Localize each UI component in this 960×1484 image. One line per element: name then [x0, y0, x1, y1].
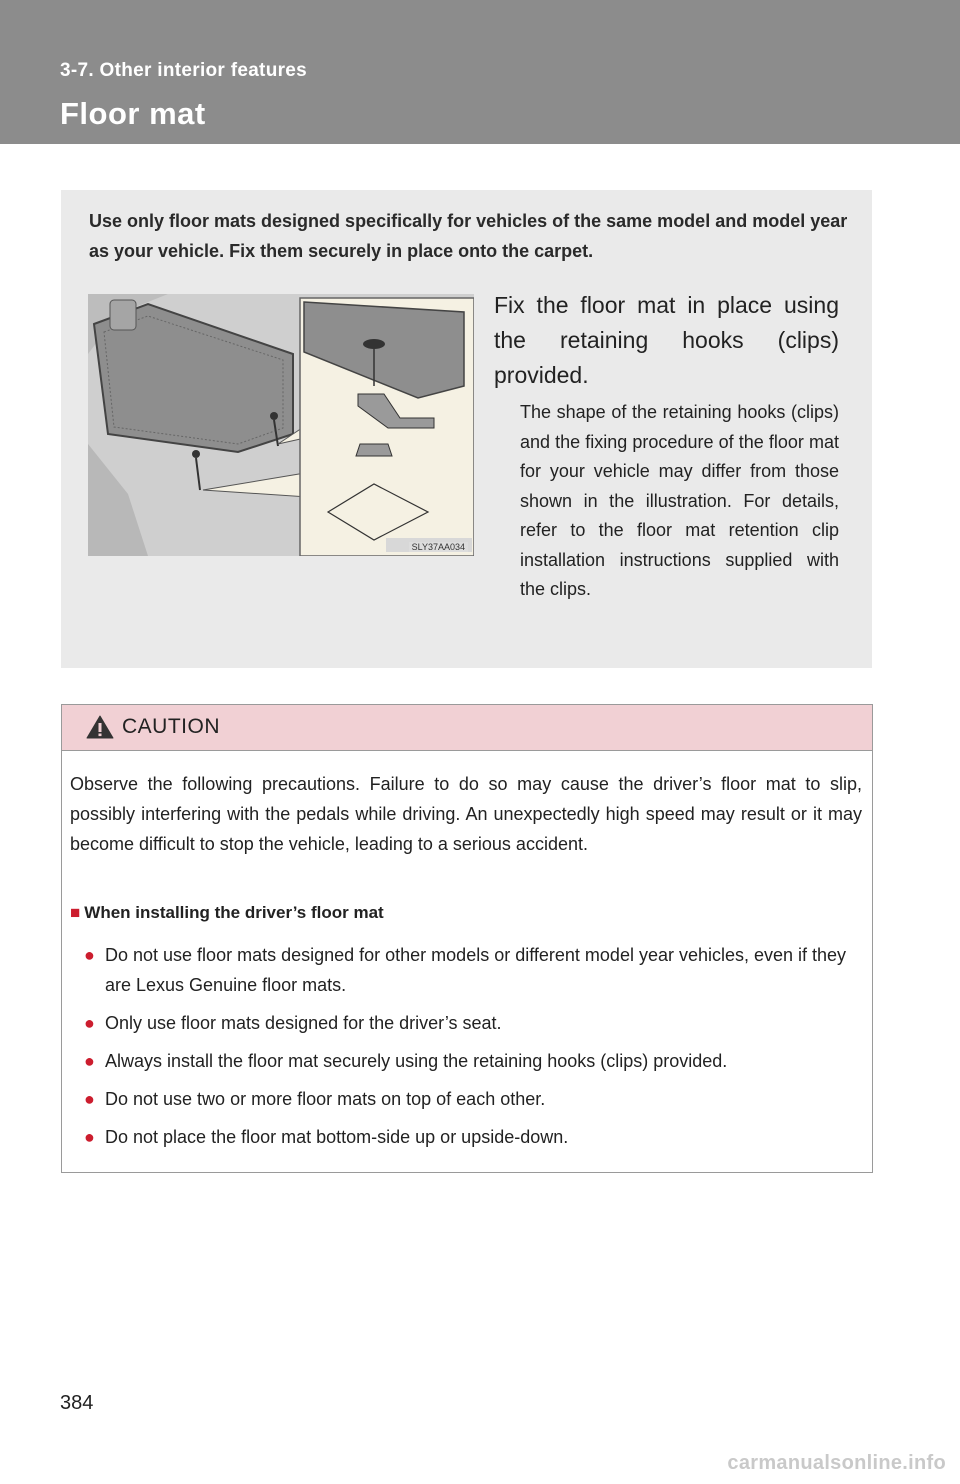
floor-mat-illustration — [88, 294, 474, 556]
list-item — [84, 1008, 864, 1038]
list-item-text: Do not use two or more floor mats on top of each other. — [105, 1089, 546, 1109]
bullet-dot-icon: ● — [84, 1013, 95, 1033]
list-item-text: Only use floor mats designed for the driver’s seat. — [105, 1013, 502, 1033]
caution-header — [62, 705, 872, 751]
list-item-text: Do not place the floor mat bottom-side up or upside-down. — [105, 1127, 569, 1147]
bullet-dot-icon: ● — [84, 945, 95, 965]
figure-code: SLY37AA034 — [409, 542, 468, 552]
intro-text: Use only floor mats designed specifically for vehicles of the same model and model year as your vehicle. Fix them securely in place onto the carpet. — [89, 211, 848, 261]
warning-triangle-icon — [86, 715, 114, 739]
caution-title: CAUTION — [122, 715, 220, 738]
bullet-dot-icon: ● — [84, 1127, 95, 1147]
page-header — [0, 0, 960, 144]
watermark: carmanualsonline.info — [727, 1452, 946, 1474]
list-item — [84, 940, 864, 1000]
section-label: 3-7. Other interior features — [60, 60, 308, 81]
list-item — [84, 1046, 864, 1076]
square-bullet-icon: ■ — [70, 903, 81, 922]
caution-box — [61, 704, 873, 1173]
list-item-text: Do not use floor mats designed for other models or different model year vehicles, even if they are Lexus Genuine floor mats. — [105, 945, 847, 995]
floor-mat-drawing — [88, 294, 474, 556]
info-box — [61, 190, 872, 668]
page-title: Floor mat — [60, 96, 206, 131]
caution-subheading — [70, 901, 384, 925]
bullet-dot-icon: ● — [84, 1051, 95, 1071]
subheading-text: When installing the driver’s floor mat — [84, 903, 384, 922]
main-instruction: Fix the floor mat in place using the retaining hooks (clips) provided. — [494, 292, 839, 388]
bullet-dot-icon: ● — [84, 1089, 95, 1109]
list-item — [84, 1122, 864, 1152]
caution-paragraph: Observe the following precautions. Failure to do so may cause the driver’s floor mat to slip, possibly interfering with the pedals while driving. An unexpectedly high speed may result or it may become difficult to stop the vehicle, leading to a serious accident. — [70, 774, 862, 854]
list-item-text: Always install the floor mat securely using the retaining hooks (clips) provided. — [105, 1051, 728, 1071]
page-number: 384 — [60, 1392, 94, 1414]
note-text: The shape of the retaining hooks (clips) and the fixing procedure of the floor mat for your vehicle may differ from those shown in the illustration. For details, refer to the floor mat retention clip installation instructions supplied with the clips. — [520, 402, 839, 599]
list-item — [84, 1084, 864, 1114]
